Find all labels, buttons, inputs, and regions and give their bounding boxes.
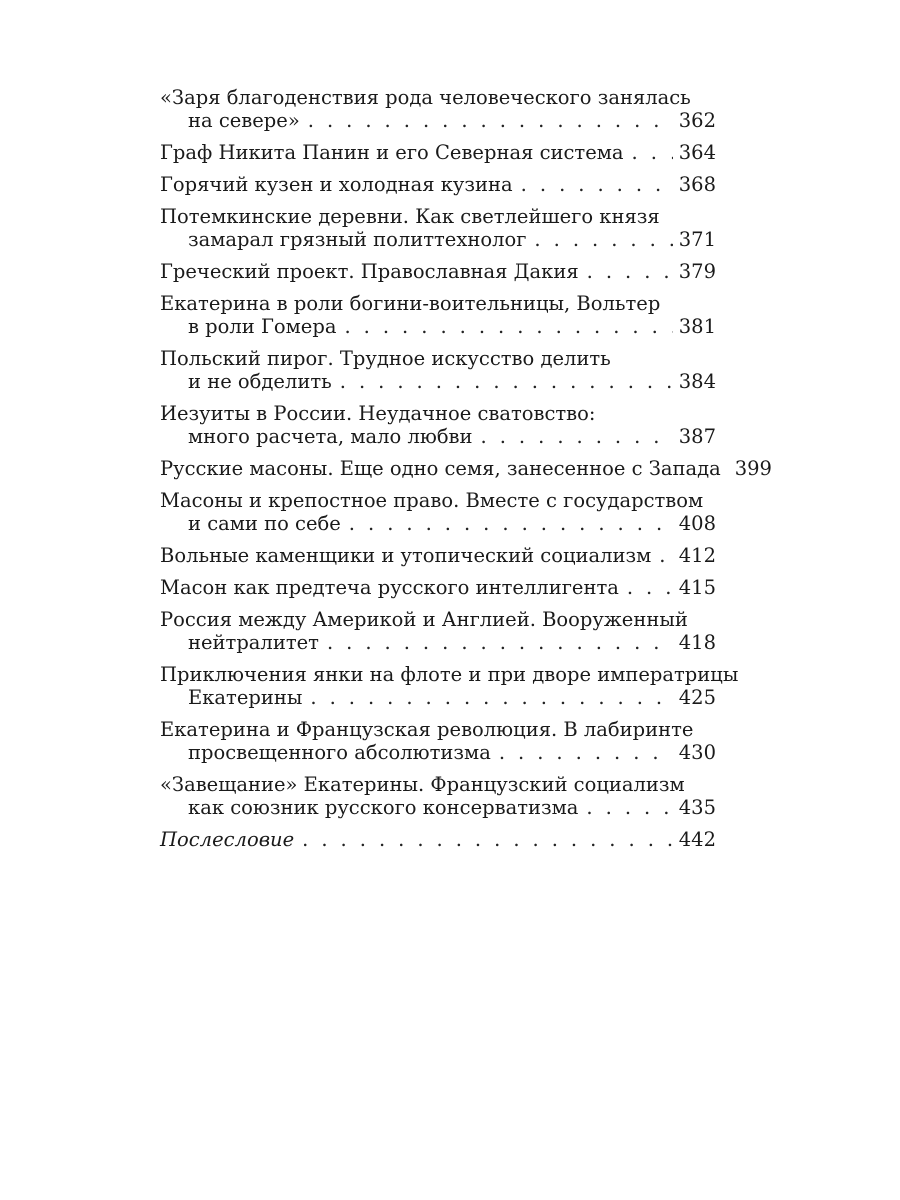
toc-entry [160,544,716,567]
toc-entry-title-continued: в роли Гомера [188,315,337,338]
toc-page-number: 362 [678,109,716,132]
toc-page-number: 430 [678,741,716,764]
toc-entry [160,489,716,535]
toc-entry [160,205,716,251]
dot-leader [344,315,672,338]
dot-leader [302,828,673,851]
toc-page-number: 379 [678,260,716,283]
toc-entry [160,663,739,709]
toc-entry [160,576,716,599]
toc-entry [160,141,716,164]
toc-page-number: 368 [678,173,716,196]
toc-page-number: 412 [678,544,716,567]
toc-entry-afterword [160,828,716,851]
toc-entry-title: Послесловие [160,828,295,851]
toc-entry-title-continued: как союзник русского консерватизма [188,796,579,819]
toc-entry [160,173,716,196]
toc-entry-title: Горячий кузен и холодная кузина [160,173,513,196]
toc-page-number: 435 [678,796,716,819]
toc-entry-title: Потемкинские деревни. Как светлейшего князя [160,205,660,228]
toc-entry-title-continued: замарал грязный политтехнолог [188,228,527,251]
toc-entry [160,260,716,283]
toc-entry [160,608,716,654]
toc-entry-title: Граф Никита Панин и его Северная система [160,141,624,164]
dot-leader [632,141,673,164]
toc-page-number: 415 [678,576,716,599]
toc-entry-title: Екатерина в роли богини-воительницы, Вольтер [160,292,661,315]
toc-entry-title-continued: Екатерины [188,686,303,709]
dot-leader [534,228,672,251]
dot-leader [659,544,672,567]
toc-entry-title: Масон как предтеча русского интеллигента [160,576,619,599]
toc-entry [160,402,716,448]
toc-entry-title-continued: просвещенного абсолютизма [188,741,491,764]
toc-page-number: 442 [678,828,716,851]
toc-entry-title: Вольные каменщики и утопический социализм [160,544,652,567]
toc-page-number: 364 [678,141,716,164]
dot-leader [308,109,673,132]
toc-page-number: 425 [678,686,716,709]
toc-page-number: 408 [678,512,716,535]
toc-entry-title: Русские масоны. Еще одно семя, занесенное с Запада [160,457,721,480]
toc-entry-title: Греческий проект. Православная Дакия [160,260,579,283]
dot-leader [349,512,673,535]
dot-leader [340,370,673,393]
toc-entry-title-continued: нейтралитет [188,631,319,654]
toc-entry-title-continued: и сами по себе [188,512,341,535]
toc-entry-title: Польский пирог. Трудное искусство делить [160,347,611,370]
toc-page-number: 384 [678,370,716,393]
toc-entry [160,773,716,819]
dot-leader [586,796,672,819]
dot-leader [499,741,673,764]
dot-leader [481,425,673,448]
toc-entry-title: «Завещание» Екатерины. Французский социализм [160,773,685,796]
toc-page-number: 387 [678,425,716,448]
toc-entry-title: Россия между Америкой и Англией. Вооруженный [160,608,688,631]
toc-entry-title-continued: на севере» [188,109,300,132]
toc-page-number: 399 [734,457,772,480]
toc-entry-title: Приключения янки на флоте и при дворе императрицы [160,663,739,686]
toc-page-number: 381 [678,315,716,338]
toc-entry-title-continued: много расчета, мало любви [188,425,473,448]
dot-leader [587,260,673,283]
toc-entry-title: Иезуиты в России. Неудачное сватовство: [160,402,596,425]
toc-page-number: 418 [678,631,716,654]
table-of-contents [160,86,772,860]
toc-entry [160,718,716,764]
toc-entry-title-continued: и не обделить [188,370,332,393]
toc-page-number: 371 [678,228,716,251]
toc-entry [160,86,716,132]
toc-entry [160,457,772,480]
toc-entry-title: «Заря благоденствия рода человеческого занялась [160,86,691,109]
toc-entry-title: Екатерина и Французская революция. В лабиринте [160,718,694,741]
toc-entry [160,292,716,338]
dot-leader [521,173,673,196]
dot-leader [310,686,672,709]
toc-entry-title: Масоны и крепостное право. Вместе с государством [160,489,704,512]
dot-leader [327,631,673,654]
toc-entry [160,347,716,393]
dot-leader [627,576,673,599]
